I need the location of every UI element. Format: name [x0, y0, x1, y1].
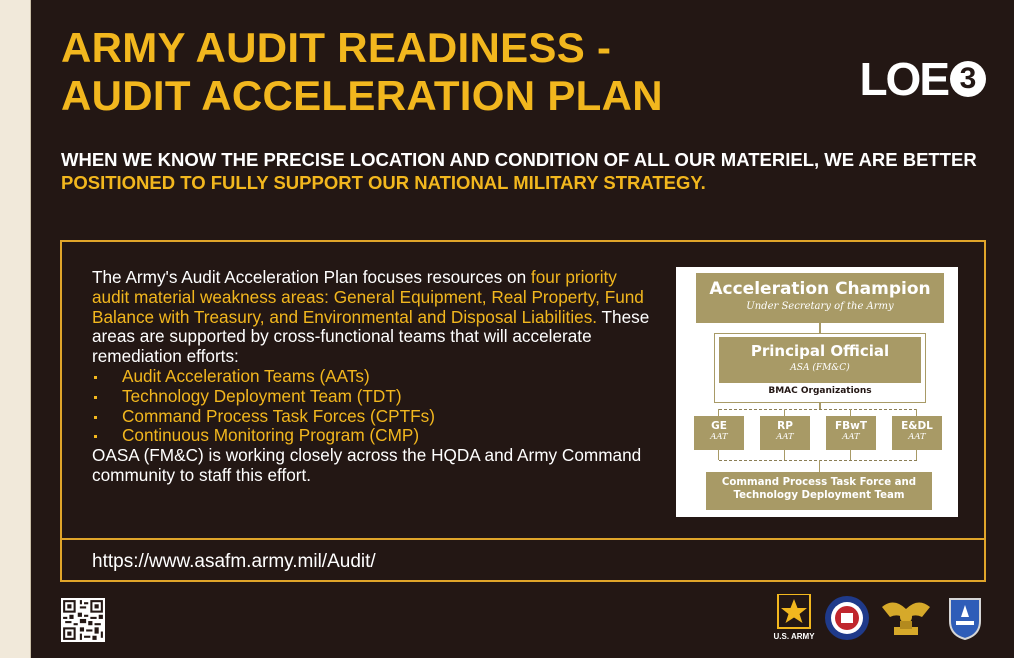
org-chart — [676, 267, 958, 517]
connector-dashed-line — [719, 460, 917, 461]
aat-box-edl — [892, 416, 942, 450]
loe-text: LOE — [859, 53, 948, 105]
body-highlight: four priority audit material weakness areas: General Equipment, Real Property, Fund Balance with Treasury, and Environmental and Disposal Liabilities. — [92, 267, 644, 327]
connector-line — [850, 409, 851, 416]
champion-box — [696, 273, 944, 323]
tagline — [61, 148, 991, 194]
connector-line — [819, 323, 821, 333]
list-item: Command Process Task Forces (CPTFs) — [92, 407, 652, 427]
connector-line — [819, 460, 820, 472]
url-box — [60, 538, 986, 582]
body-text — [92, 268, 652, 486]
logo-row — [774, 594, 988, 641]
connector-line — [850, 450, 851, 460]
cptf-line-1: Command Process Task Force and — [721, 477, 917, 488]
list-item: Technology Deployment Team (TDT) — [92, 387, 652, 407]
qr-code-icon[interactable] — [61, 598, 105, 642]
aat-title: FBwT — [834, 420, 868, 432]
list-item: Audit Acceleration Teams (AATs) — [92, 367, 652, 387]
shield-crest-icon — [942, 595, 988, 641]
connector-line — [718, 450, 719, 460]
champion-title: Acceleration Champion — [709, 279, 931, 299]
title-line-1: ARMY AUDIT READINESS - — [61, 24, 612, 71]
audit-url-link[interactable]: https://www.asafm.army.mil/Audit/ — [92, 551, 376, 572]
team-list — [92, 367, 652, 446]
army-logo — [774, 594, 814, 641]
tagline-part-2: POSITIONED TO FULLY SUPPORT OUR NATIONAL MILITARY STRATEGY. — [61, 172, 706, 193]
poster — [30, 0, 1014, 658]
connector-line — [784, 409, 785, 416]
champion-subtitle: Under Secretary of the Army — [746, 301, 894, 312]
body-after: These areas are supported by cross-functional teams that will accelerate remediation efforts: — [92, 306, 650, 367]
cptf-line-2: Technology Deployment Team — [733, 489, 905, 501]
principal-subtitle: ASA (FM&C) — [790, 363, 850, 373]
aat-box-fbwt — [826, 416, 876, 450]
loe-logo — [859, 54, 986, 104]
aat-subtitle: AAT — [776, 432, 794, 442]
aat-subtitle: AAT — [842, 432, 860, 442]
army-label: U.S. ARMY — [773, 632, 815, 641]
eagle-crest-icon — [880, 595, 932, 641]
aat-box-ge — [694, 416, 744, 450]
army-star-icon — [774, 594, 814, 630]
tagline-part-1: WHEN WE KNOW THE PRECISE LOCATION AND CONDITION OF ALL OUR MATERIEL, WE ARE BETTER — [61, 149, 977, 170]
connector-line — [916, 409, 917, 416]
connector-line — [784, 450, 785, 460]
title-line-2: AUDIT ACCELERATION PLAN — [61, 72, 663, 119]
list-item: Continuous Monitoring Program (CMP) — [92, 426, 652, 446]
seal-icon — [824, 595, 870, 641]
content-box — [60, 240, 986, 540]
aat-subtitle: AAT — [908, 432, 926, 442]
bmac-label: BMAC Organizations — [768, 386, 872, 396]
connector-dashed-line — [719, 409, 917, 410]
aat-title: GE — [711, 420, 727, 432]
body-intro: The Army's Audit Acceleration Plan focuses resources on — [92, 267, 531, 287]
aat-box-rp — [760, 416, 810, 450]
aat-title: RP — [777, 420, 793, 432]
aat-subtitle: AAT — [710, 432, 728, 442]
connector-line — [718, 409, 719, 416]
connector-line — [916, 450, 917, 460]
body-closing: OASA (FM&C) is working closely across the HQDA and Army Command community to staff this effort. — [92, 445, 642, 485]
cptf-box — [706, 472, 932, 510]
aat-title: E&DL — [901, 420, 933, 432]
principal-title: Principal Official — [750, 342, 890, 360]
principal-box — [719, 337, 921, 383]
loe-number: 3 — [950, 61, 986, 97]
page-title — [61, 24, 821, 120]
